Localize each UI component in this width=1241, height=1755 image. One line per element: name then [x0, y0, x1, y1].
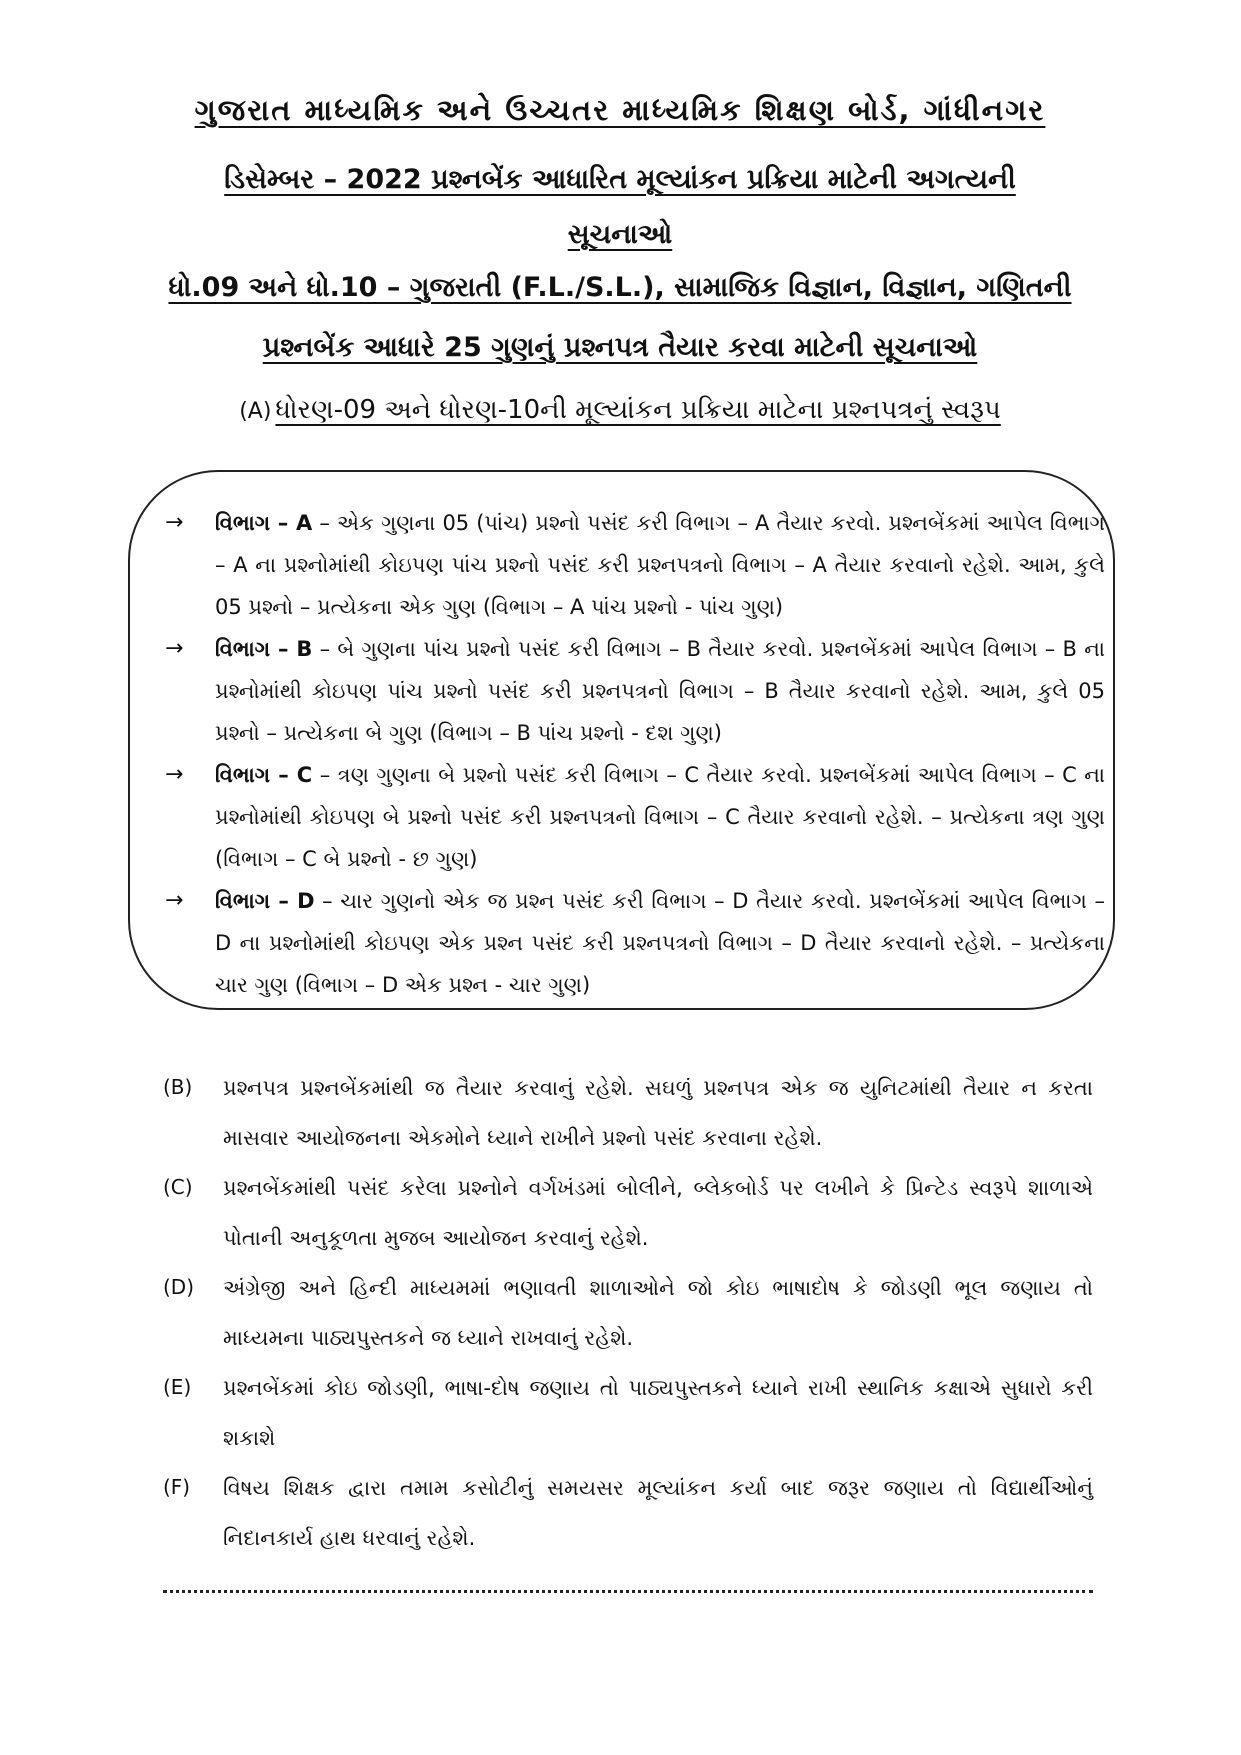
instruction-item-c-text: પ્રશ્નબેંકમાંથી પસંદ કરેલા પ્રશ્નોને વર્ગખંડમાં બોલીને, બ્લેકબોર્ડ પર લખીને કે પ્રિન્ટેડ સ્વરૂપે શાળાએ પોતાની અનુકૂળતા મુજબ આયોજન કરવાનું રહેશે.: [223, 1176, 1093, 1250]
instruction-item-d-label: (D): [163, 1275, 195, 1299]
instruction-item-e: [163, 1363, 1093, 1463]
section-item-b: [165, 628, 1115, 754]
instruction-item-b-text: પ્રશ્નપત્ર પ્રશ્નબેંકમાંથી જ તૈયાર કરવાનું રહેશે. સઘળું પ્રશ્નપત્ર એક જ યુનિટમાંથી તૈયાર ન કરતા માસવાર આયોજનના એકમોને ધ્યાને રાખીને પ્રશ્નો પસંદ કરવાના રહેશે.: [223, 1076, 1093, 1150]
section-item-d-label: વિભાગ – D: [215, 889, 315, 913]
arrow-icon: →: [165, 762, 184, 787]
section-item-d: [165, 880, 1115, 1006]
instruction-item-f-text: વિષય શિક્ષક દ્વારા તમામ કસોટીનું સમયસર મૂલ્યાંકન કર્યા બાદ જરૂર જણાય તો વિદ્યાર્થીઓનું નિદાનકાર્ય હાથ ધરવાનું રહેશે.: [223, 1476, 1093, 1550]
section-item-d-text: – ચાર ગુણનો એક જ પ્રશ્ન પસંદ કરી વિભાગ – D તૈયાર કરવો. પ્રશ્નબેંકમાં આપેલ વિભાગ – D ના પ્રશ્નોમાંથી કોઇપણ એક પ્રશ્ન પસંદ કરી પ્રશ્નપત્રનો વિભાગ – D તૈયાર કરવાનો રહેશે. – પ્રત્યેકના ચાર ગુણ (વિભાગ – D એક પ્રશ્ન - ચાર ગુણ): [215, 889, 1105, 997]
section-item-c: [165, 754, 1115, 880]
section-item-a: [165, 502, 1115, 628]
section-item-c-text: – ત્રણ ગુણના બે પ્રશ્નો પસંદ કરી વિભાગ – C તૈયાર કરવો. પ્રશ્નબેંકમાં આપેલ વિભાગ – C ના પ્રશ્નોમાંથી કોઇપણ બે પ્રશ્નો પસંદ કરી પ્રશ્નપત્રનો વિભાગ – C તૈયાર કરવાનો રહેશે. – પ્રત્યેકના ત્રણ ગુણ (વિભાગ – C બે પ્રશ્નો - છ ગુણ): [215, 763, 1106, 871]
instruction-item-b: [163, 1063, 1093, 1163]
subtitle-line-2-text: પ્રશ્નબેંક આધારે 25 ગુણનું પ્રશ્નપત્ર તૈયાર કરવા માટેની સૂચનાઓ: [262, 332, 978, 363]
section-item-b-body: [215, 628, 1105, 754]
section-a-heading: [140, 390, 1100, 432]
document-title-line-2-text: સૂચનાઓ: [567, 219, 673, 250]
section-item-b-text: – બે ગુણના પાંચ પ્રશ્નો પસંદ કરી વિભાગ – B તૈયાર કરવો. પ્રશ્નબેંકમાં આપેલ વિભાગ – B ના પ્રશ્નોમાંથી કોઇપણ પાંચ પ્રશ્નો પસંદ કરી પ્રશ્નપત્રનો વિભાગ – B તૈયાર કરવાનો રહેશે. આમ, કુલે 05 પ્રશ્નો – પ્રત્યેકના બે ગુણ (વિભાગ – B પાંચ પ્રશ્નો - દશ ગુણ): [215, 637, 1105, 745]
section-a-tag: (A): [239, 399, 272, 424]
section-item-c-body: [215, 754, 1105, 880]
board-title: [140, 90, 1100, 130]
document-title-line-1: [140, 160, 1100, 200]
document-title-line-1-text: ડિસેમ્બર – 2022 પ્રશ્નબેંક આધારિત મૂલ્યાંકન પ્રક્રિયા માટેની અગત્યની: [224, 164, 1016, 195]
instruction-item-c-label: (C): [163, 1175, 193, 1199]
section-item-c-label: વિભાગ – C: [215, 763, 313, 787]
subtitle-line-1-text: ધો.09 અને ધો.10 – ગુજરાતી (F.L./S.L.), સામાજિક વિજ્ઞાન, વિજ્ઞાન, ગણિતની: [168, 272, 1072, 303]
section-a-heading-text: ધોરણ-09 અને ધોરણ-10ની મૂલ્યાંકન પ્રક્રિયા માટેના પ્રશ્નપત્રનું સ્વરૂપ: [275, 395, 1001, 425]
instruction-item-d: [163, 1263, 1093, 1363]
arrow-icon: →: [165, 636, 184, 661]
arrow-icon: →: [165, 888, 184, 913]
section-item-a-text: – એક ગુણના 05 (પાંચ) પ્રશ્નો પસંદ કરી વિભાગ – A તૈયાર કરવો. પ્રશ્નબેંકમાં આપેલ વિભાગ – A ના પ્રશ્નોમાંથી કોઇપણ પાંચ પ્રશ્નો પસંદ કરી પ્રશ્નપત્રનો વિભાગ – A તૈયાર કરવાનો રહેશે. આમ, કુલે 05 પ્રશ્નો – પ્રત્યેકના એક ગુણ (વિભાગ – A પાંચ પ્રશ્નો - પાંચ ગુણ): [215, 511, 1105, 619]
arrow-icon: →: [165, 510, 184, 535]
section-item-a-label: વિભાગ – A: [215, 511, 313, 535]
instruction-item-e-text: પ્રશ્નબેંકમાં કોઇ જોડણી, ભાષા-દોષ જણાય તો પાઠ્યપુસ્તકને ધ્યાને રાખી સ્થાનિક કક્ષાએ સુધારો કરી શકાશે: [223, 1376, 1093, 1450]
instruction-item-f: [163, 1463, 1093, 1563]
dotted-divider: [163, 1590, 1093, 1593]
section-item-d-body: [215, 880, 1105, 1006]
instruction-item-e-label: (E): [163, 1375, 192, 1399]
subtitle-line-1: [140, 268, 1100, 308]
instruction-item-c: [163, 1163, 1093, 1263]
section-item-b-label: વિભાગ – B: [215, 637, 313, 661]
board-title-text: ગુજરાત માધ્યમિક અને ઉચ્ચતર માધ્યમિક શિક્ષણ બોર્ડ, ગાંધીનગર: [194, 93, 1046, 127]
subtitle-line-2: [140, 328, 1100, 368]
instruction-item-b-label: (B): [163, 1075, 193, 1099]
instruction-item-d-text: અંગ્રેજી અને હિન્દી માધ્યમમાં ભણાવતી શાળાઓને જો કોઇ ભાષાદોષ કે જોડણી ભૂલ જણાય તો માધ્યમના પાઠ્યપુસ્તકને જ ધ્યાને રાખવાનું રહેશે.: [223, 1276, 1093, 1350]
section-item-a-body: [215, 502, 1105, 628]
document-title-line-2: [140, 215, 1100, 255]
instruction-item-f-label: (F): [163, 1475, 191, 1499]
